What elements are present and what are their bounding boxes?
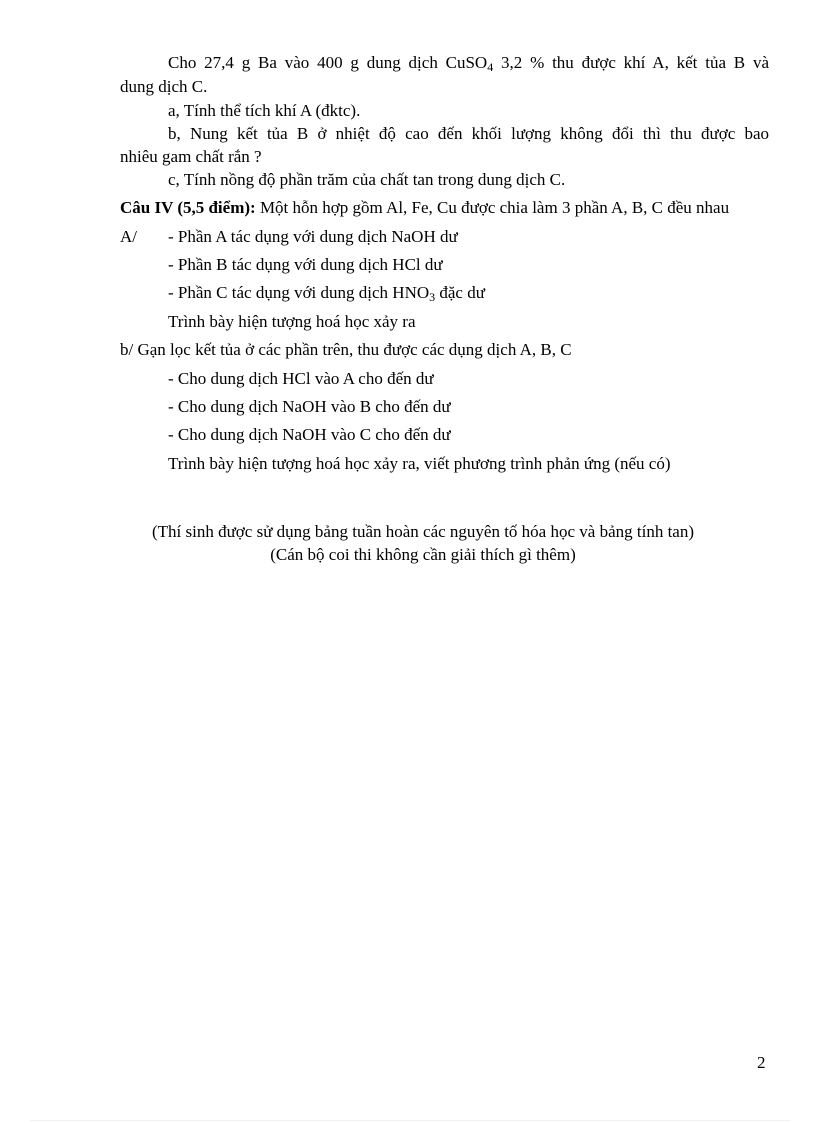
problem4-heading-line xyxy=(120,198,729,218)
problem4-heading: Câu IV (5,5 điểm): xyxy=(120,198,256,217)
problem3-part-b-line1: b, Nung kết tủa B ở nhiệt độ cao đến khối lượng không đổi thì thu được bao xyxy=(168,124,769,143)
section-a-item-3-text-rest: đặc dư xyxy=(435,283,485,302)
page-number: 2 xyxy=(757,1053,766,1072)
section-a-item-1: - Phần A tác dụng với dung dịch NaOH dư xyxy=(168,227,458,246)
section-a-item-3 xyxy=(168,283,485,303)
section-b-conclusion: Trình bày hiện tượng hoá học xảy ra, viết phương trình phản ứng (nếu có) xyxy=(168,454,671,473)
section-a-label: A/ xyxy=(120,227,137,246)
hno3-subscript: 3 xyxy=(429,290,436,304)
section-a-conclusion: Trình bày hiện tượng hoá học xảy ra xyxy=(168,312,416,331)
problem3-intro-line1 xyxy=(168,53,769,73)
page-bottom-edge xyxy=(30,1120,790,1121)
problem3-part-c: c, Tính nồng độ phần trăm của chất tan trong dung dịch C. xyxy=(168,170,566,189)
note-proctor: (Cán bộ coi thi không cần giải thích gì thêm) xyxy=(270,545,576,564)
problem3-part-a: a, Tính thể tích khí A (đktc). xyxy=(168,101,361,120)
section-b-intro: b/ Gạn lọc kết tủa ở các phần trên, thu được các dụng dịch A, B, C xyxy=(120,340,572,359)
problem3-intro-text-rest: 3,2 % thu được khí A, kết tủa B và xyxy=(493,53,770,72)
section-a-item-2: - Phần B tác dụng với dung dịch HCl dư xyxy=(168,255,443,274)
section-b-item-3: - Cho dung dịch NaOH vào C cho đến dư xyxy=(168,425,451,444)
note-periodic-table: (Thí sinh được sử dụng bảng tuần hoàn các nguyên tố hóa học và bảng tính tan) xyxy=(151,522,694,541)
section-a-item-3-text: - Phần C tác dụng với dung dịch HNO xyxy=(168,283,430,302)
problem3-intro-line2: dung dịch C. xyxy=(120,77,208,96)
section-b-item-1: - Cho dung dịch HCl vào A cho đến dư xyxy=(168,369,434,388)
problem3-intro-text: Cho 27,4 g Ba vào 400 g dung dịch CuSO xyxy=(168,53,488,72)
problem4-heading-text: Một hỗn hợp gồm Al, Fe, Cu được chia làm 3 phần A, B, C đều nhau xyxy=(255,198,730,217)
cuso4-subscript: 4 xyxy=(487,60,494,74)
problem3-part-b-line2: nhiêu gam chất rắn ? xyxy=(120,147,262,166)
section-b-item-2: - Cho dung dịch NaOH vào B cho đến dư xyxy=(168,397,451,416)
